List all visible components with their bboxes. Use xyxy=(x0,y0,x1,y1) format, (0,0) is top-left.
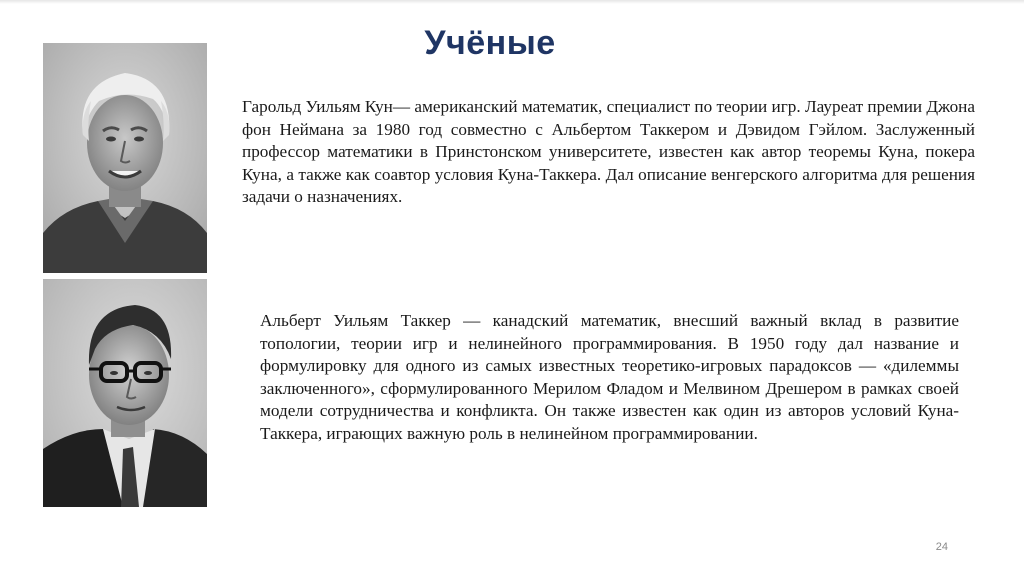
slide-top-edge xyxy=(0,0,1024,4)
portrait-tucker xyxy=(43,279,207,507)
portrait-photo-icon xyxy=(43,279,207,507)
portrait-kuhn xyxy=(43,43,207,273)
portrait-photo-icon xyxy=(43,43,207,273)
bio-text-tucker: Альберт Уильям Таккер — канадский математик, внесший важный вклад в развитие топологии, теории игр и нелинейного программирования. В 1950 году дал название и формулировку для одного из самых известных теоретико-игровых парадоксов — «дилеммы заключенного», сформулированного Мерилом Фладом и Мелвином Дрешером в рамках своей модели сотрудничества и конфликта. Он также известен как один из авторов условий Куна-Таккера, играющих важную роль в нелинейном программировании. xyxy=(260,311,959,443)
page-number: 24 xyxy=(935,541,948,553)
bio-text-kuhn: Гарольд Уильям Кун— американский математик, специалист по теории игр. Лауреат премии Джона фон Неймана за 1980 год совместно с Альбертом Таккером и Дэвидом Гэйлом. Заслуженный профессор математики в Принстонском университете, известен как автор теоремы Куна, покера Куна, а также как соавтор условия Куна-Таккера. Дал описание венгерского алгоритма для решения задачи о назначениях. xyxy=(242,97,975,207)
slide-title: Учёные xyxy=(424,24,556,62)
